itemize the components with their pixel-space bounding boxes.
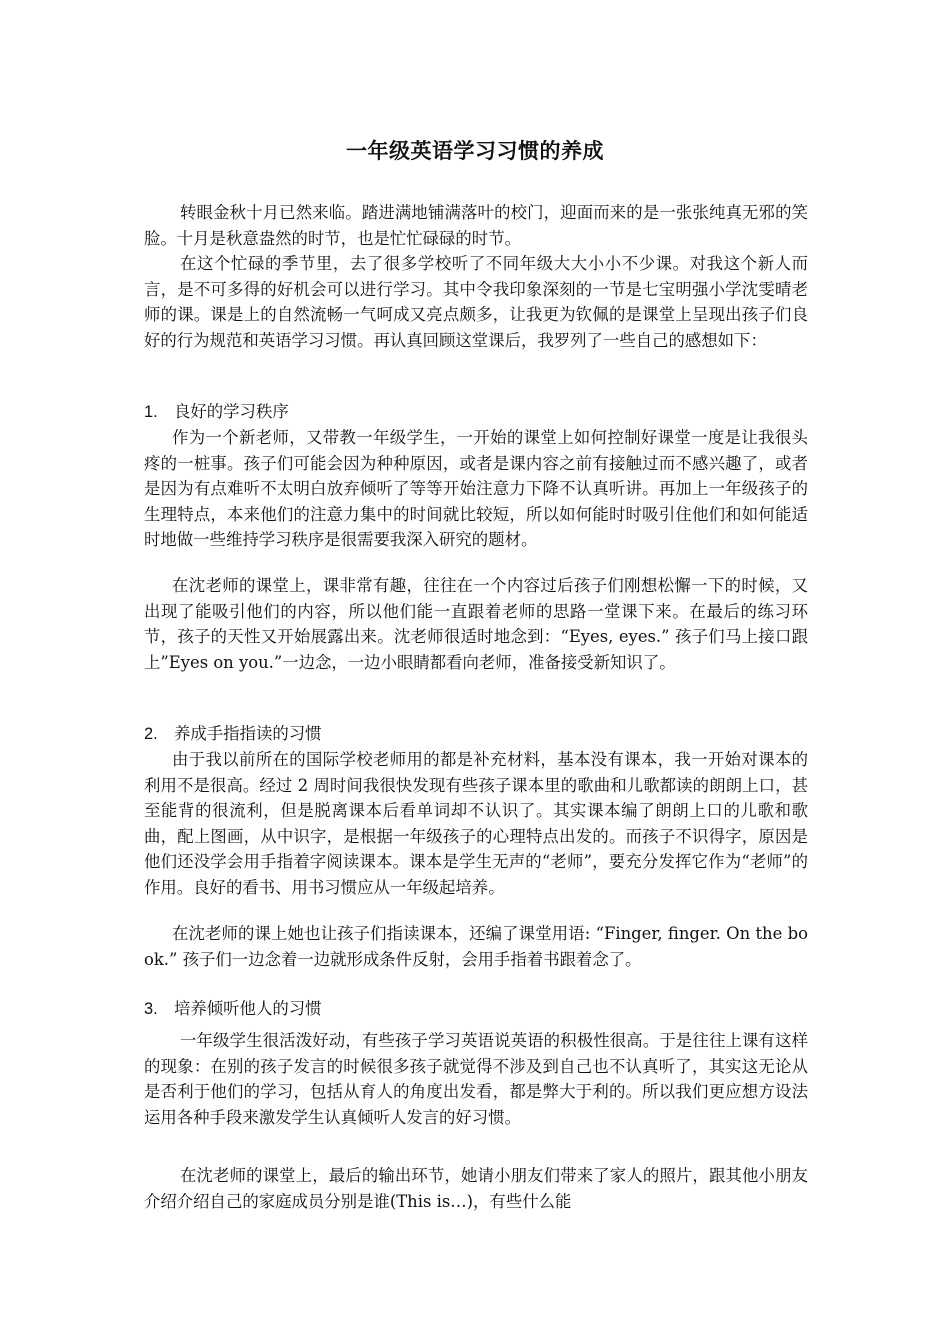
- section-2-paragraph-1: 由于我以前所在的国际学校老师用的都是补充材料，基本没有课本，我一开始对课本的利用不是很高。经过 2 周时间我很快发现有些孩子课本里的歌曲和儿歌都读的朗朗上口，甚至能背的很流利，但是脱离课本后看单词却不认识了。其实课本编了朗朗上口的儿歌和歌曲，配上图画，从中识字，是根据一年级孩子的心理特点出发的。而孩子不识得字，原因是他们还没学会用手指着字阅读课本。课本是学生无声的“老师”，要充分发挥它作为“老师”的作用。良好的看书、用书习惯应从一年级起培养。: [144, 750, 808, 897]
- section-1-title: 良好的学习秩序: [174, 402, 289, 421]
- intro-paragraph-1: 转眼金秋十月已然来临。踏进满地铺满落叶的校门，迎面而来的是一张张纯真无邪的笑脸。十月是秋意盎然的时节，也是忙忙碌碌的时节。: [144, 203, 808, 248]
- document-title: 一年级英语学习习惯的养成: [346, 138, 604, 163]
- section-3-title: 培养倾听他人的习惯: [174, 999, 322, 1018]
- section-1-paragraph-1: 作为一个新老师，又带教一年级学生，一开始的课堂上如何控制好课堂一度是让我很头疼的一桩事。孩子们可能会因为种种原因，或者是课内容之前有接触过而不感兴趣了，或者是因为有点难听不太明白放弃倾听了等等开始注意力下降不认真听讲。再加上一年级孩子的生理特点，本来他们的注意力集中的时间就比较短，所以如何能时时吸引住他们和如何能适时地做一些维持学习秩序是很需要我深入研究的题材。: [144, 428, 808, 550]
- section-2-heading: [144, 721, 808, 747]
- section-1-paragraph-2: 在沈老师的课堂上，课非常有趣，往往在一个内容过后孩子们刚想松懈一下的时候，又出现了能吸引他们的内容，所以他们能一直跟着老师的思路一堂课下来。在最后的练习环节，孩子的天性又开始展露出来。沈老师很适时地念到：“Eyes, eyes.” 孩子们马上接口跟上”Eyes on you.”一边念，一边小眼睛都看向老师，准备接受新知识了。: [144, 576, 808, 672]
- section-3-paragraph-1: 一年级学生很活泼好动，有些孩子学习英语说英语的积极性很高。于是往往上课有这样的现象：在别的孩子发言的时候很多孩子就觉得不涉及到自己也不认真听了，其实这无论从是否利于他们的学习，包括从育人的角度出发看，都是弊大于利的。所以我们更应想方设法运用各种手段来激发学生认真倾听人发言的好习惯。: [144, 1031, 808, 1127]
- section-1-heading: [144, 399, 808, 425]
- section-2-title: 养成手指指读的习惯: [174, 724, 322, 743]
- section-2-paragraph-2: 在沈老师的课上她也让孩子们指读课本，还编了课堂用语: “Finger, finger. On the book.” 孩子们一边念着一边就形成条件反射，会用手指着书跟着念了。: [144, 924, 808, 969]
- section-3-paragraph-2: 在沈老师的课堂上，最后的输出环节，她请小朋友们带来了家人的照片，跟其他小朋友介绍介绍自己的家庭成员分别是谁(This is…)，有些什么能: [144, 1166, 808, 1211]
- section-1-number: 1.: [144, 403, 158, 421]
- section-3-heading: [144, 996, 808, 1022]
- intro-paragraph-2: 在这个忙碌的季节里，去了很多学校听了不同年级大大小小不少课。对我这个新人而言，是不可多得的好机会可以进行学习。其中令我印象深刻的一节是七宝明强小学沈雯晴老师的课。课是上的自然流畅一气呵成又亮点颇多，让我更为钦佩的是课堂上呈现出孩子们良好的行为规范和英语学习习惯。再认真回顾这堂课后，我罗列了一些自己的感想如下：: [144, 254, 808, 350]
- section-2-number: 2.: [144, 725, 158, 743]
- section-3-number: 3.: [144, 1000, 158, 1018]
